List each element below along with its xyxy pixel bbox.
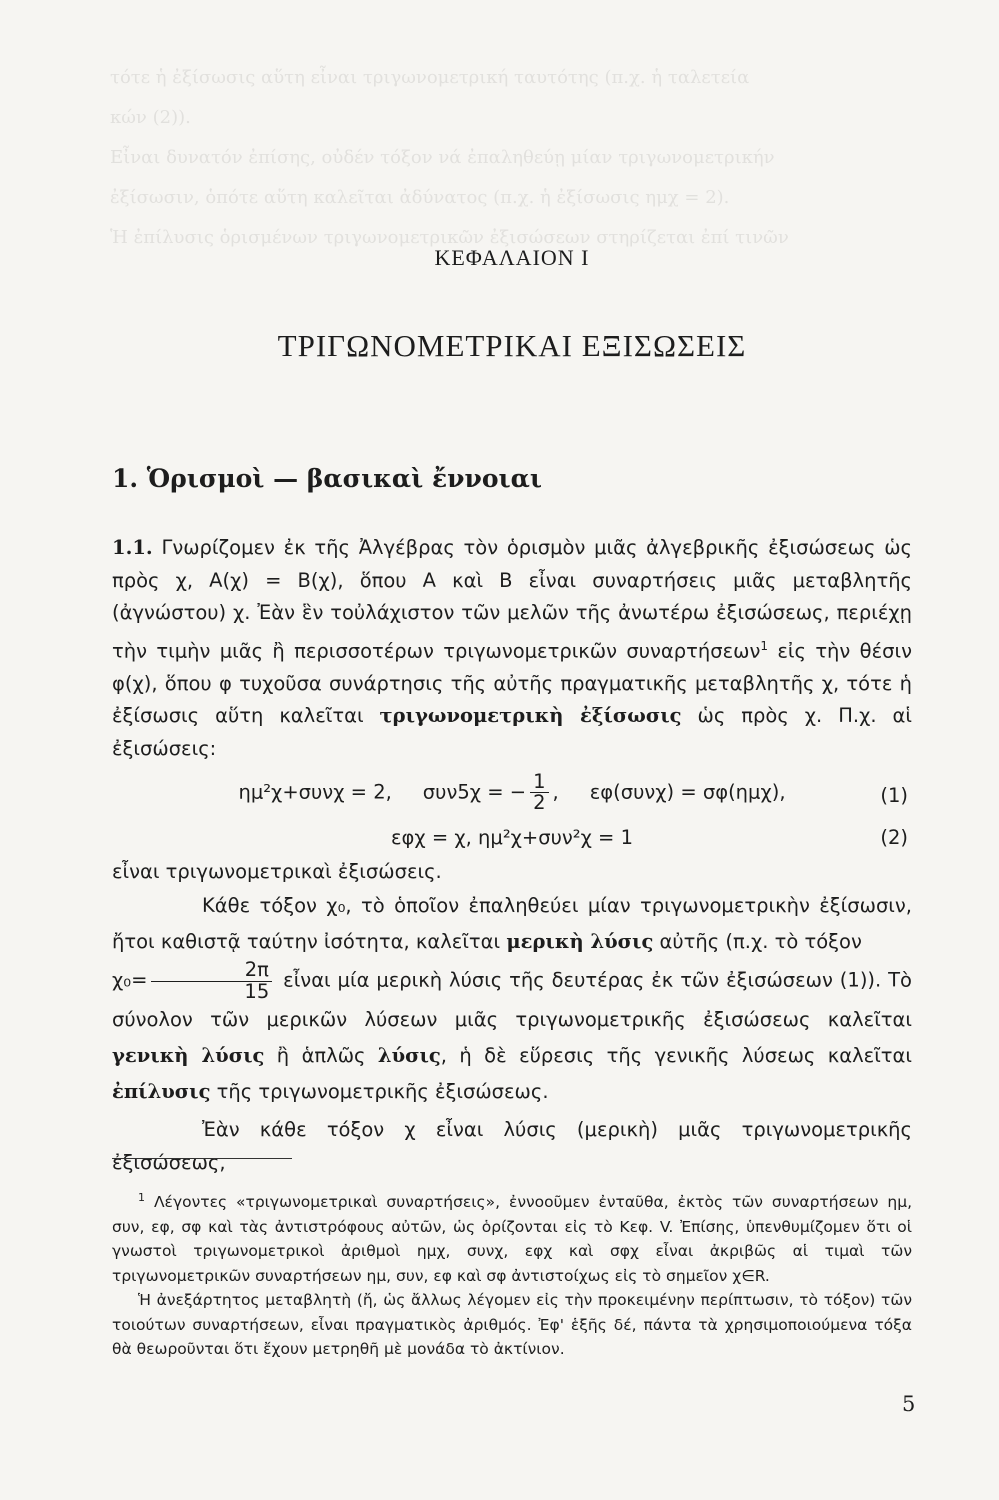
equation-1: ημ²χ+συνχ = 2, συν5χ = − $\frac{1}{2}$ , εφ(συνχ) = σφ(ημχ), (1)	[238, 769, 908, 815]
paragraph-2: Κάθε τόξον χ₀, τὸ ὁποῖον ἐπαληθεύει μίαν τριγωνομετρικὴν ἐξίσωσιν, ἤτοι καθιστᾷ ταύτην ἰσότητα, καλεῖται μερικὴ λύσις αὐτῆς (π.χ. τὸ τόξον χ₀= $\frac{2\pi}{15}$ εἶναι μία μερικὴ λύσις τῆς δευτέρας ἐκ τῶν ἐξισώσεων (1)). Τὸ σύνολον τῶν μερικῶν λύσεων μιᾶς τριγωνομετρικῆς ἐξισώσεως καλεῖται γενικὴ λύσις ἢ ἁπλῶς λύσις, ἡ δὲ εὕρεσις τῆς γενικῆς λύσεως καλεῖται ἐπίλυσις τῆς τριγωνομετρικῆς ἐξισώσεως.	[112, 894, 912, 1104]
term-partial-solution: μερικὴ λύσις	[506, 930, 654, 954]
fraction: $\frac{1}{2}$	[530, 772, 548, 814]
bleed-line: Εἶναι δυνατόν ἐπίσης, οὐδέν τόξον νά ἐπαληθεύῃ μίαν τριγωνομετρικήν	[110, 147, 775, 168]
term-solution: λύσις	[377, 1044, 441, 1068]
term-solving: ἐπίλυσις	[112, 1080, 211, 1104]
equation-number: (1)	[880, 783, 908, 807]
paragraph-number: 1.1.	[112, 536, 153, 559]
section-heading: 1. Ὁρισμοὶ — βασικαὶ ἔννοιαι	[112, 464, 542, 493]
bleed-line: κών (2)).	[110, 107, 191, 128]
equation-number: (2)	[880, 825, 908, 849]
body-text	[112, 532, 912, 1179]
page-number: 5	[902, 1392, 916, 1416]
fraction: $\frac{2\pi}{15}$	[151, 960, 272, 1002]
bleed-line: Ἡ ἐπίλυσις ὁρισμένων τριγωνομετρικῶν ἐξισώσεων στηρίζεται ἐπί τινῶν	[110, 227, 789, 248]
term-trig-equation: τριγωνομετρικὴ ἐξίσωσις	[379, 704, 682, 728]
show-through-text	[0, 58, 999, 258]
footnote-1: $^1$ Λέγοντες «τριγωνομετρικαὶ συναρτήσεις», ἐννοοῦμεν ἐνταῦθα, ἐκτὸς τῶν συναρτήσεων ημ, συν, εφ, σφ καὶ τὰς ἀντιστρόφους αὐτῶν, ὡς ὁρίζονται εἰς τὸ Κεφ. V. Ἐπίσης, ὑπενθυμίζομεν ὅτι οἱ γνωστοὶ τριγωνομετρικοὶ ἀριθμοὶ ημχ, συνχ, εφχ καὶ σφχ εἶναι ἀκριβῶς αἱ τιμαὶ τῶν τριγωνομετρικῶν συναρτήσεων ημ, συν, εφ καὶ σφ ἀντιστοίχως εἰς τὸ σημεῖον χ∈R.	[112, 1191, 912, 1285]
paragraph-3: Ἐὰν κάθε τόξον χ εἶναι λύσις (μερικὴ) μιᾶς τριγωνομετρικῆς ἐξισώσεως,	[112, 1118, 912, 1174]
chapter-title: ΤΡΙΓΩΝΟΜΕΤΡΙΚΑΙ ΕΞΙΣΩΣΕΙΣ	[277, 328, 747, 363]
term-general-solution: γενικὴ λύσις	[112, 1044, 265, 1068]
paragraph-after-eq: εἶναι τριγωνομετρικαὶ ἐξισώσεις.	[112, 859, 442, 883]
footnote-rule	[112, 1158, 292, 1159]
bleed-line: τότε ἡ ἐξίσωσις αὕτη εἶναι τριγωνομετρική ταυτότης (π.χ. ἡ ταλετεία	[110, 67, 750, 88]
equation-2: εφχ = χ, ημ²χ+συν²χ = 1 (2)	[112, 822, 912, 856]
paragraph-1: 1.1. Γνωρίζομεν ἐκ τῆς Ἀλγέβρας τὸν ὁρισμὸν μιᾶς ἀλγεβρικῆς ἐξισώσεως ὡς πρὸς χ, Α(χ) = Β(χ), ὅπου Α καὶ Β εἶναι συναρτήσεις μιᾶς μεταβλητῆς (ἀγνώστου) χ. Ἐὰν ἓν τοὐλάχιστον τῶν μελῶν τῆς ἀνωτέρω ἐξισώσεως, περιέχῃ τὴν τιμὴν μιᾶς ἢ περισσοτέρων τριγωνομετρικῶν συναρτήσεων$^1$ εἰς τὴν θέσιν φ(χ), ὅπου φ τυχοῦσα συνάρτησις τῆς αὐτῆς πραγματικῆς μεταβλητῆς χ, τότε ἡ ἐξίσωσις αὕτη καλεῖται τριγωνομετρικὴ ἐξίσωσις ὡς πρὸς χ. Π.χ. αἱ ἐξισώσεις:	[112, 536, 912, 761]
footnotes	[112, 1186, 912, 1362]
footnote-2: Ἡ ἀνεξάρτητος μεταβλητὴ (ἤ, ὡς ἄλλως λέγομεν εἰς τὴν προκειμένην περίπτωσιν, τὸ τόξον) τῶν τοιούτων συναρτήσεων, εἶναι πραγματικὸς ἀριθμός. Ἐφ' ἑξῆς δέ, πάντα τὰ χρησιμοποιούμενα τόξα θὰ θεωροῦνται ὅτι ἔχουν μετρηθῆ μὲ μονάδα τὸ ἀκτίνιον.	[112, 1291, 912, 1359]
bleed-line: ἐξίσωσιν, ὁπότε αὕτη καλεῖται ἀδύνατος (π.χ. ἡ ἐξίσωσις ημχ = 2).	[110, 187, 730, 208]
footnote-ref: 1	[760, 638, 769, 653]
chapter-label: ΚΕΦΑΛΑΙΟΝ Ι	[434, 245, 590, 270]
